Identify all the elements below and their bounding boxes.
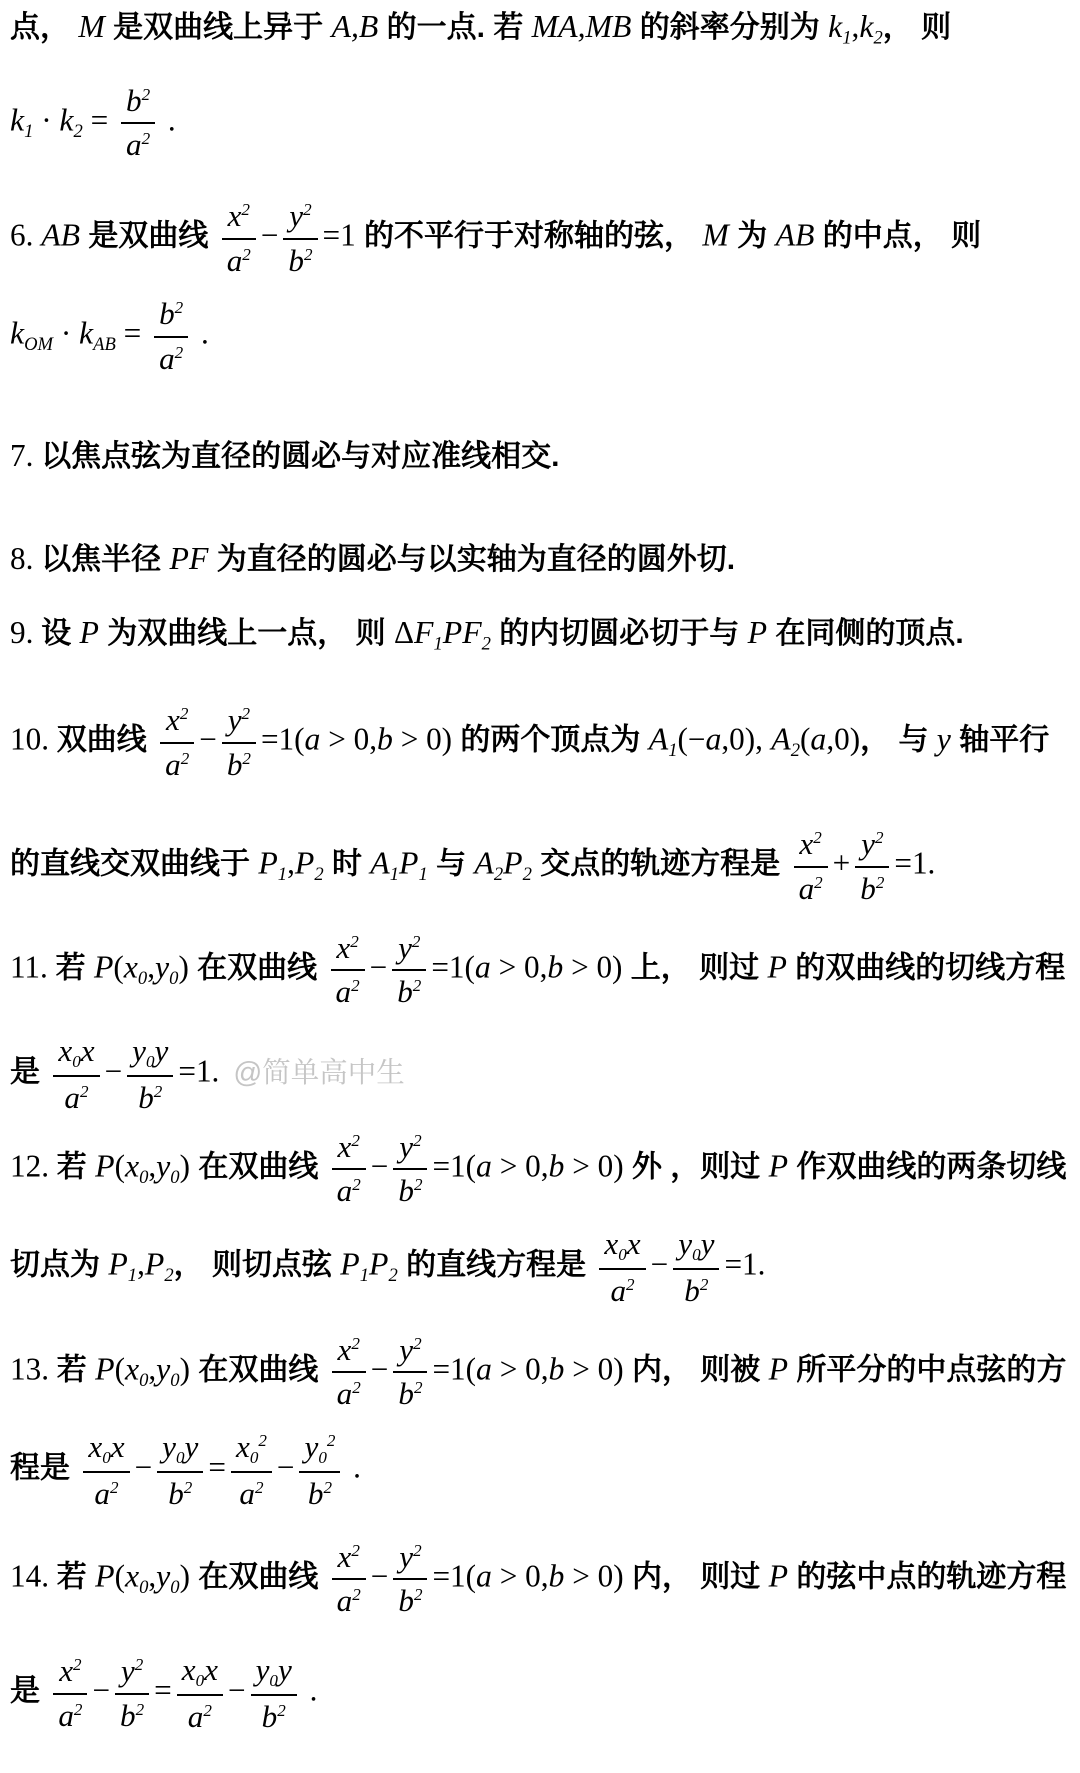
fraction: $\frac{y_0y}{b^2}$ <box>251 1652 297 1735</box>
fraction: $\frac{b^2}{a^2}$ <box>121 83 155 165</box>
fraction: $\frac{x^2}{a^2}$ <box>160 702 194 784</box>
fraction: $\frac{x^2}{a^2}$ <box>332 1332 366 1414</box>
fraction: $\frac{x_0x}{a^2}$ <box>599 1226 645 1309</box>
fraction: $\frac{y_0^2}{b^2}$ <box>299 1429 340 1512</box>
fraction: $\frac{y^2}{b^2}$ <box>393 1332 427 1414</box>
fraction: $\frac{x^2}{a^2}$ <box>53 1653 87 1735</box>
item-5-continuation-line: 点， M 是双曲线上异于 A,B 的一点. 若 MA,MB 的斜率分别为 $k_1,k_2$， 则 <box>10 9 952 49</box>
fraction: $\frac{y^2}{b^2}$ <box>392 930 426 1012</box>
fraction: $\frac{y_0y}{b^2}$ <box>157 1429 203 1512</box>
fraction: $\frac{x_0x}{a^2}$ <box>177 1652 223 1735</box>
fraction: $\frac{b^2}{a^2}$ <box>154 296 188 378</box>
fraction: $\frac{x_0x}{a^2}$ <box>53 1033 99 1116</box>
fraction: $\frac{y^2}{b^2}$ <box>393 1129 427 1211</box>
item-14-line-1: 14. 若 $P(x_0,y_0)$ 在双曲线 $\frac{x^2}{a^2}$ − $\frac{y^2}{b^2}$ =1(a > 0,b > 0) 内， 则过 P 的弦中点的轨迹方程 <box>10 1538 1067 1619</box>
item-11-line-2: 是 $\frac{x_0x}{a^2}$ − $\frac{y_0y}{b^2}$ =1. @简单高中生 <box>10 1033 405 1115</box>
fraction: $\frac{x_0x}{a^2}$ <box>83 1429 129 1512</box>
fraction: $\frac{x^2}{a^2}$ <box>332 1129 366 1211</box>
item-9-line: 9. 设 P 为双曲线上一点， 则 $\Delta F_1PF_2$ 的内切圆必切于与 P 在同侧的顶点. <box>10 614 964 655</box>
item-6-line: 6. AB 是双曲线 $\frac{x^2}{a^2}$ − $\frac{y^2}{b^2}$ =1 的不平行于对称轴的弦， M 为 AB 的中点， 则 <box>10 198 982 279</box>
item-13-line-2: 程是 $\frac{x_0x}{a^2}$ − $\frac{y_0y}{b^2}$ = $\frac{x_0^2}{a^2}$ − $\frac{y_0^2}{b^2}$ . <box>10 1429 361 1511</box>
formula-k1-k2: $k_1 \cdot k_2$ = $\frac{b^2}{a^2}$ . <box>10 82 176 163</box>
item-8-line: 8. 以焦半径 PF 为直径的圆必与以实轴为直径的圆外切. <box>10 541 736 577</box>
item-12-line-2: 切点为 $P_1,P_2$， 则切点弦 $P_1P_2$ 的直线方程是 $\frac{x_0x}{a^2}$ − $\frac{y_0y}{b^2}$ =1. <box>10 1226 766 1308</box>
fraction: $\frac{y_0y}{b^2}$ <box>673 1226 719 1309</box>
fraction: $\frac{x^2}{a^2}$ <box>331 930 365 1012</box>
item-14-line-2: 是 $\frac{x^2}{a^2}$ − $\frac{y^2}{b^2}$ = $\frac{x_0x}{a^2}$ − $\frac{y_0y}{b^2}$ . <box>10 1652 318 1734</box>
item-11-line-1: 11. 若 $P(x_0,y_0)$ 在双曲线 $\frac{x^2}{a^2}$ − $\frac{y^2}{b^2}$ =1(a > 0,b > 0) 上， 则过 P 的双曲线的切线方程 <box>10 929 1066 1010</box>
item-13-line-1: 13. 若 $P(x_0,y_0)$ 在双曲线 $\frac{x^2}{a^2}$ − $\frac{y^2}{b^2}$ =1(a > 0,b > 0) 内， 则被 P 所平分的中点弦的方 <box>10 1331 1067 1412</box>
fraction: $\frac{x^2}{a^2}$ <box>794 826 828 908</box>
item-12-line-1: 12. 若 $P(x_0,y_0)$ 在双曲线 $\frac{x^2}{a^2}$ − $\frac{y^2}{b^2}$ =1(a > 0,b > 0) 外 ，则过 P 作双曲线的两条切线 <box>10 1128 1067 1209</box>
item-10-line-2: 的直线交双曲线于 $P_1,P_2$ 时 $A_1P_1$ 与 $A_2P_2$ 交点的轨迹方程是 $\frac{x^2}{a^2}$ + $\frac{y^2}{b^2}$ =1. <box>10 825 936 906</box>
fraction: $\frac{x^2}{a^2}$ <box>332 1539 366 1621</box>
fraction: $\frac{y^2}{b^2}$ <box>855 826 889 908</box>
watermark-text: @简单高中生 <box>233 1056 405 1089</box>
fraction: $\frac{y^2}{b^2}$ <box>283 198 317 280</box>
fraction: $\frac{y^2}{b^2}$ <box>115 1653 149 1735</box>
item-10-line-1: 10. 双曲线 $\frac{x^2}{a^2}$ − $\frac{y^2}{b^2}$ =1(a > 0,b > 0) 的两个顶点为 $A_1(-a,0)$, $A_2(a,0)$， 与 y 轴平行 <box>10 702 1050 783</box>
fraction: $\frac{y^2}{b^2}$ <box>393 1539 427 1621</box>
fraction: $\frac{y_0y}{b^2}$ <box>127 1033 173 1116</box>
fraction: $\frac{y^2}{b^2}$ <box>222 702 256 784</box>
fraction: $\frac{x_0^2}{a^2}$ <box>231 1429 272 1512</box>
formula-kom-kab: $k_{OM} \cdot k_{AB}$ = $\frac{b^2}{a^2}$ . <box>10 295 209 376</box>
fraction: $\frac{x^2}{a^2}$ <box>222 198 256 280</box>
item-7-line: 7. 以焦点弦为直径的圆必与对应准线相交. <box>10 437 560 473</box>
